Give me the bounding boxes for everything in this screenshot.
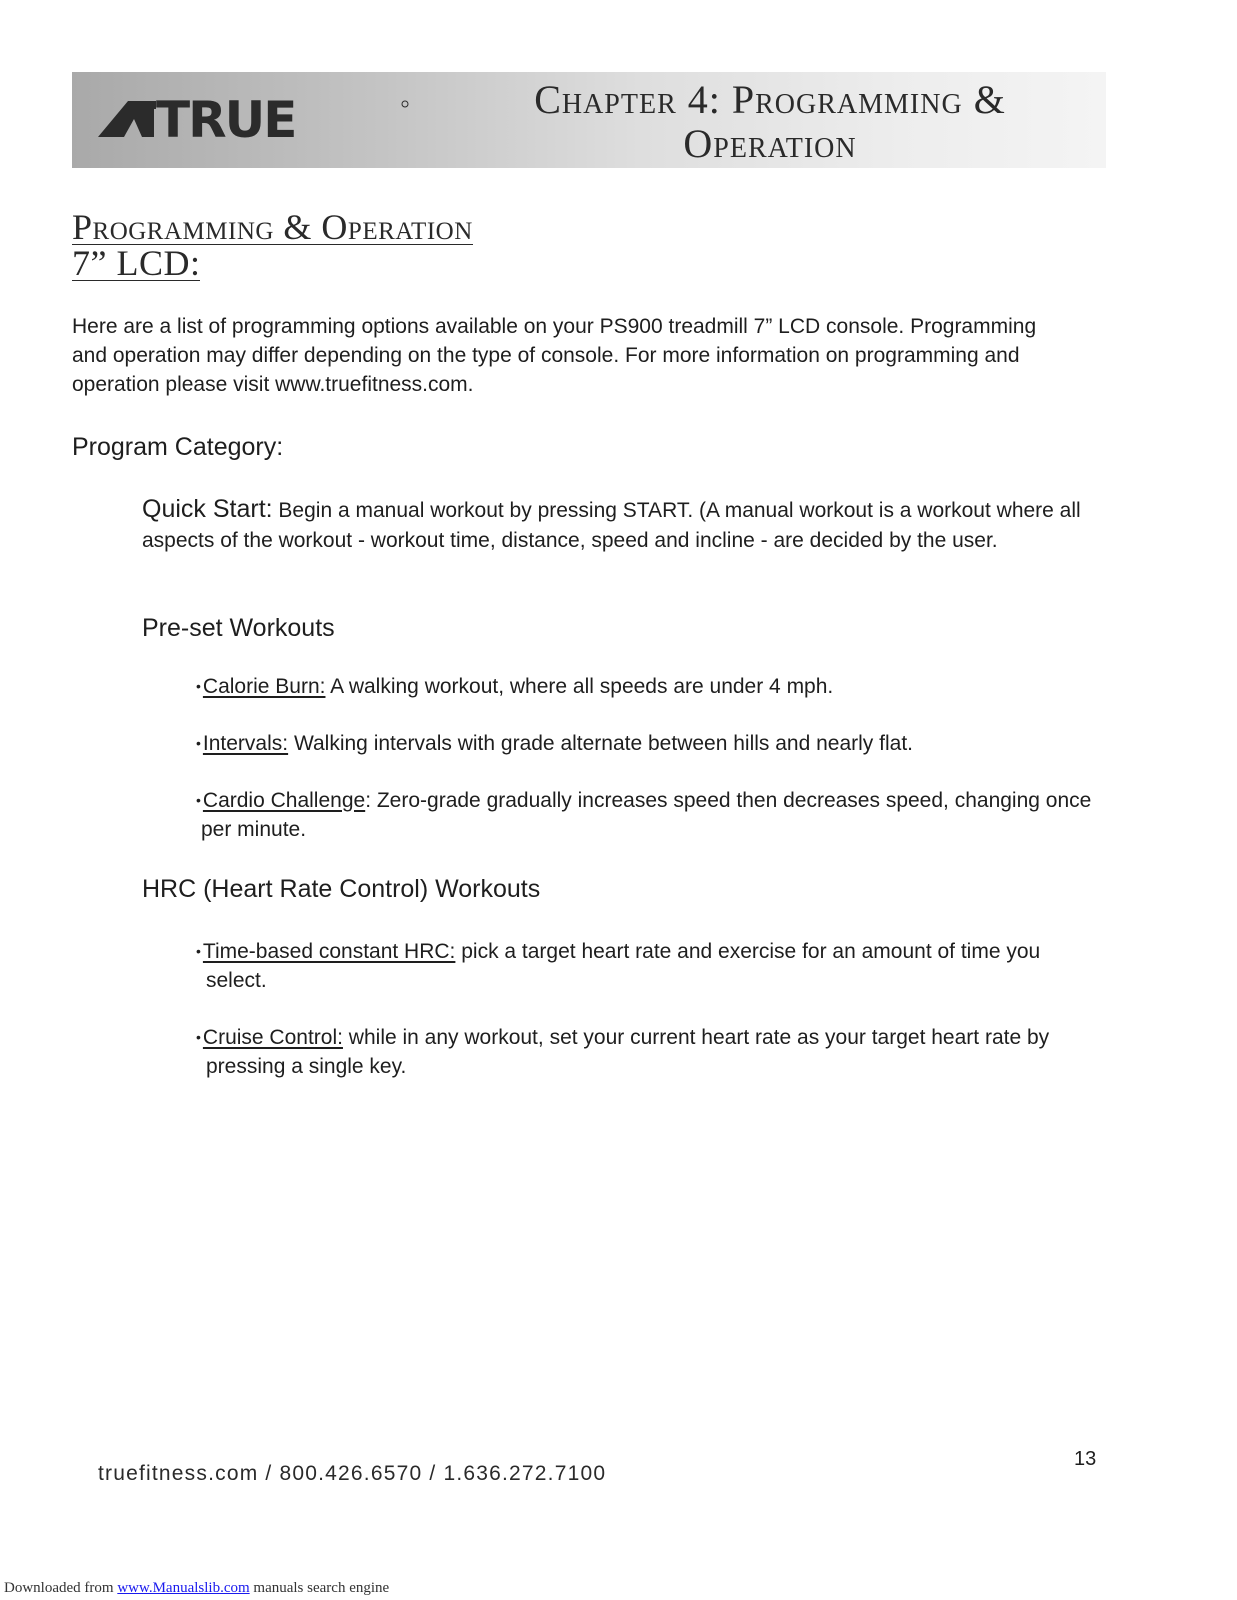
list-item (196, 729, 1141, 758)
intro-line: and operation may differ depending on the type of console. For more information on programming and (72, 344, 1020, 367)
quick-start-text: aspects of the workout - workout time, distance, speed and incline - are decided by the user. (142, 529, 998, 552)
list-item (196, 786, 1141, 844)
chapter-title-line1: Chapter 4: Programming & (534, 77, 1006, 122)
bullet-icon: • (196, 735, 201, 751)
preset-workouts-heading: Pre-set Workouts (142, 614, 335, 642)
list-item-term: Intervals: (202, 732, 289, 755)
section-title (72, 209, 473, 281)
chapter-title-line2: Operation (683, 121, 857, 166)
bullet-icon: • (196, 792, 201, 808)
list-item-text: while in any workout, set your current heart rate as your target heart rate by (342, 1026, 1050, 1049)
bullet-icon: • (196, 678, 201, 694)
download-note (4, 1580, 389, 1597)
list-item (196, 1023, 1141, 1081)
list-item-continuation: per minute. (201, 818, 307, 841)
quick-start-paragraph (142, 494, 1142, 556)
list-item (196, 937, 1141, 995)
logo-wordmark: TRUE (156, 97, 296, 145)
bullet-icon: • (196, 943, 201, 959)
manualslib-link[interactable]: www.Manualslib.com (117, 1580, 250, 1596)
list-item-text: : Zero-grade gradually increases speed then decreases speed, changing once (365, 789, 1092, 812)
page-number: 13 (1074, 1448, 1097, 1470)
list-item-continuation: select. (206, 969, 267, 992)
intro-paragraph (72, 312, 1132, 399)
section-title-line1: Programming & Operation (72, 207, 473, 247)
list-item-term: Cardio Challenge (202, 789, 366, 812)
list-item-continuation: pressing a single key. (206, 1055, 407, 1078)
download-prefix: Downloaded from (4, 1580, 118, 1596)
bullet-icon: • (196, 1029, 201, 1045)
true-logo (98, 97, 418, 145)
download-suffix: manuals search engine (249, 1580, 390, 1596)
chapter-title (440, 78, 1100, 166)
list-item-term: Time-based constant HRC: (202, 940, 456, 963)
list-item-text: pick a target heart rate and exercise for an amount of time you (455, 940, 1041, 963)
quick-start-text: Begin a manual workout by pressing START. (A manual workout is a workout where all (272, 499, 1081, 522)
footer-contact: truefitness.com / 800.426.6570 / 1.636.272.7100 (98, 1462, 607, 1485)
intro-line: Here are a list of programming options available on your PS900 treadmill 7” LCD console. Programming (72, 315, 1037, 338)
hrc-workouts-heading: HRC (Heart Rate Control) Workouts (142, 875, 541, 903)
program-category-heading: Program Category: (72, 433, 284, 461)
intro-line: operation please visit www.truefitness.com. (72, 373, 474, 396)
list-item-text: A walking workout, where all speeds are under 4 mph. (325, 675, 834, 698)
section-title-line2: 7” LCD: (72, 243, 201, 283)
list-item (196, 672, 1141, 701)
true-logo-mark (98, 97, 418, 145)
list-item-term: Calorie Burn: (202, 675, 326, 698)
quick-start-label: Quick Start: (142, 495, 273, 523)
list-item-text: Walking intervals with grade alternate between hills and nearly flat. (288, 732, 913, 755)
list-item-term: Cruise Control: (202, 1026, 343, 1049)
